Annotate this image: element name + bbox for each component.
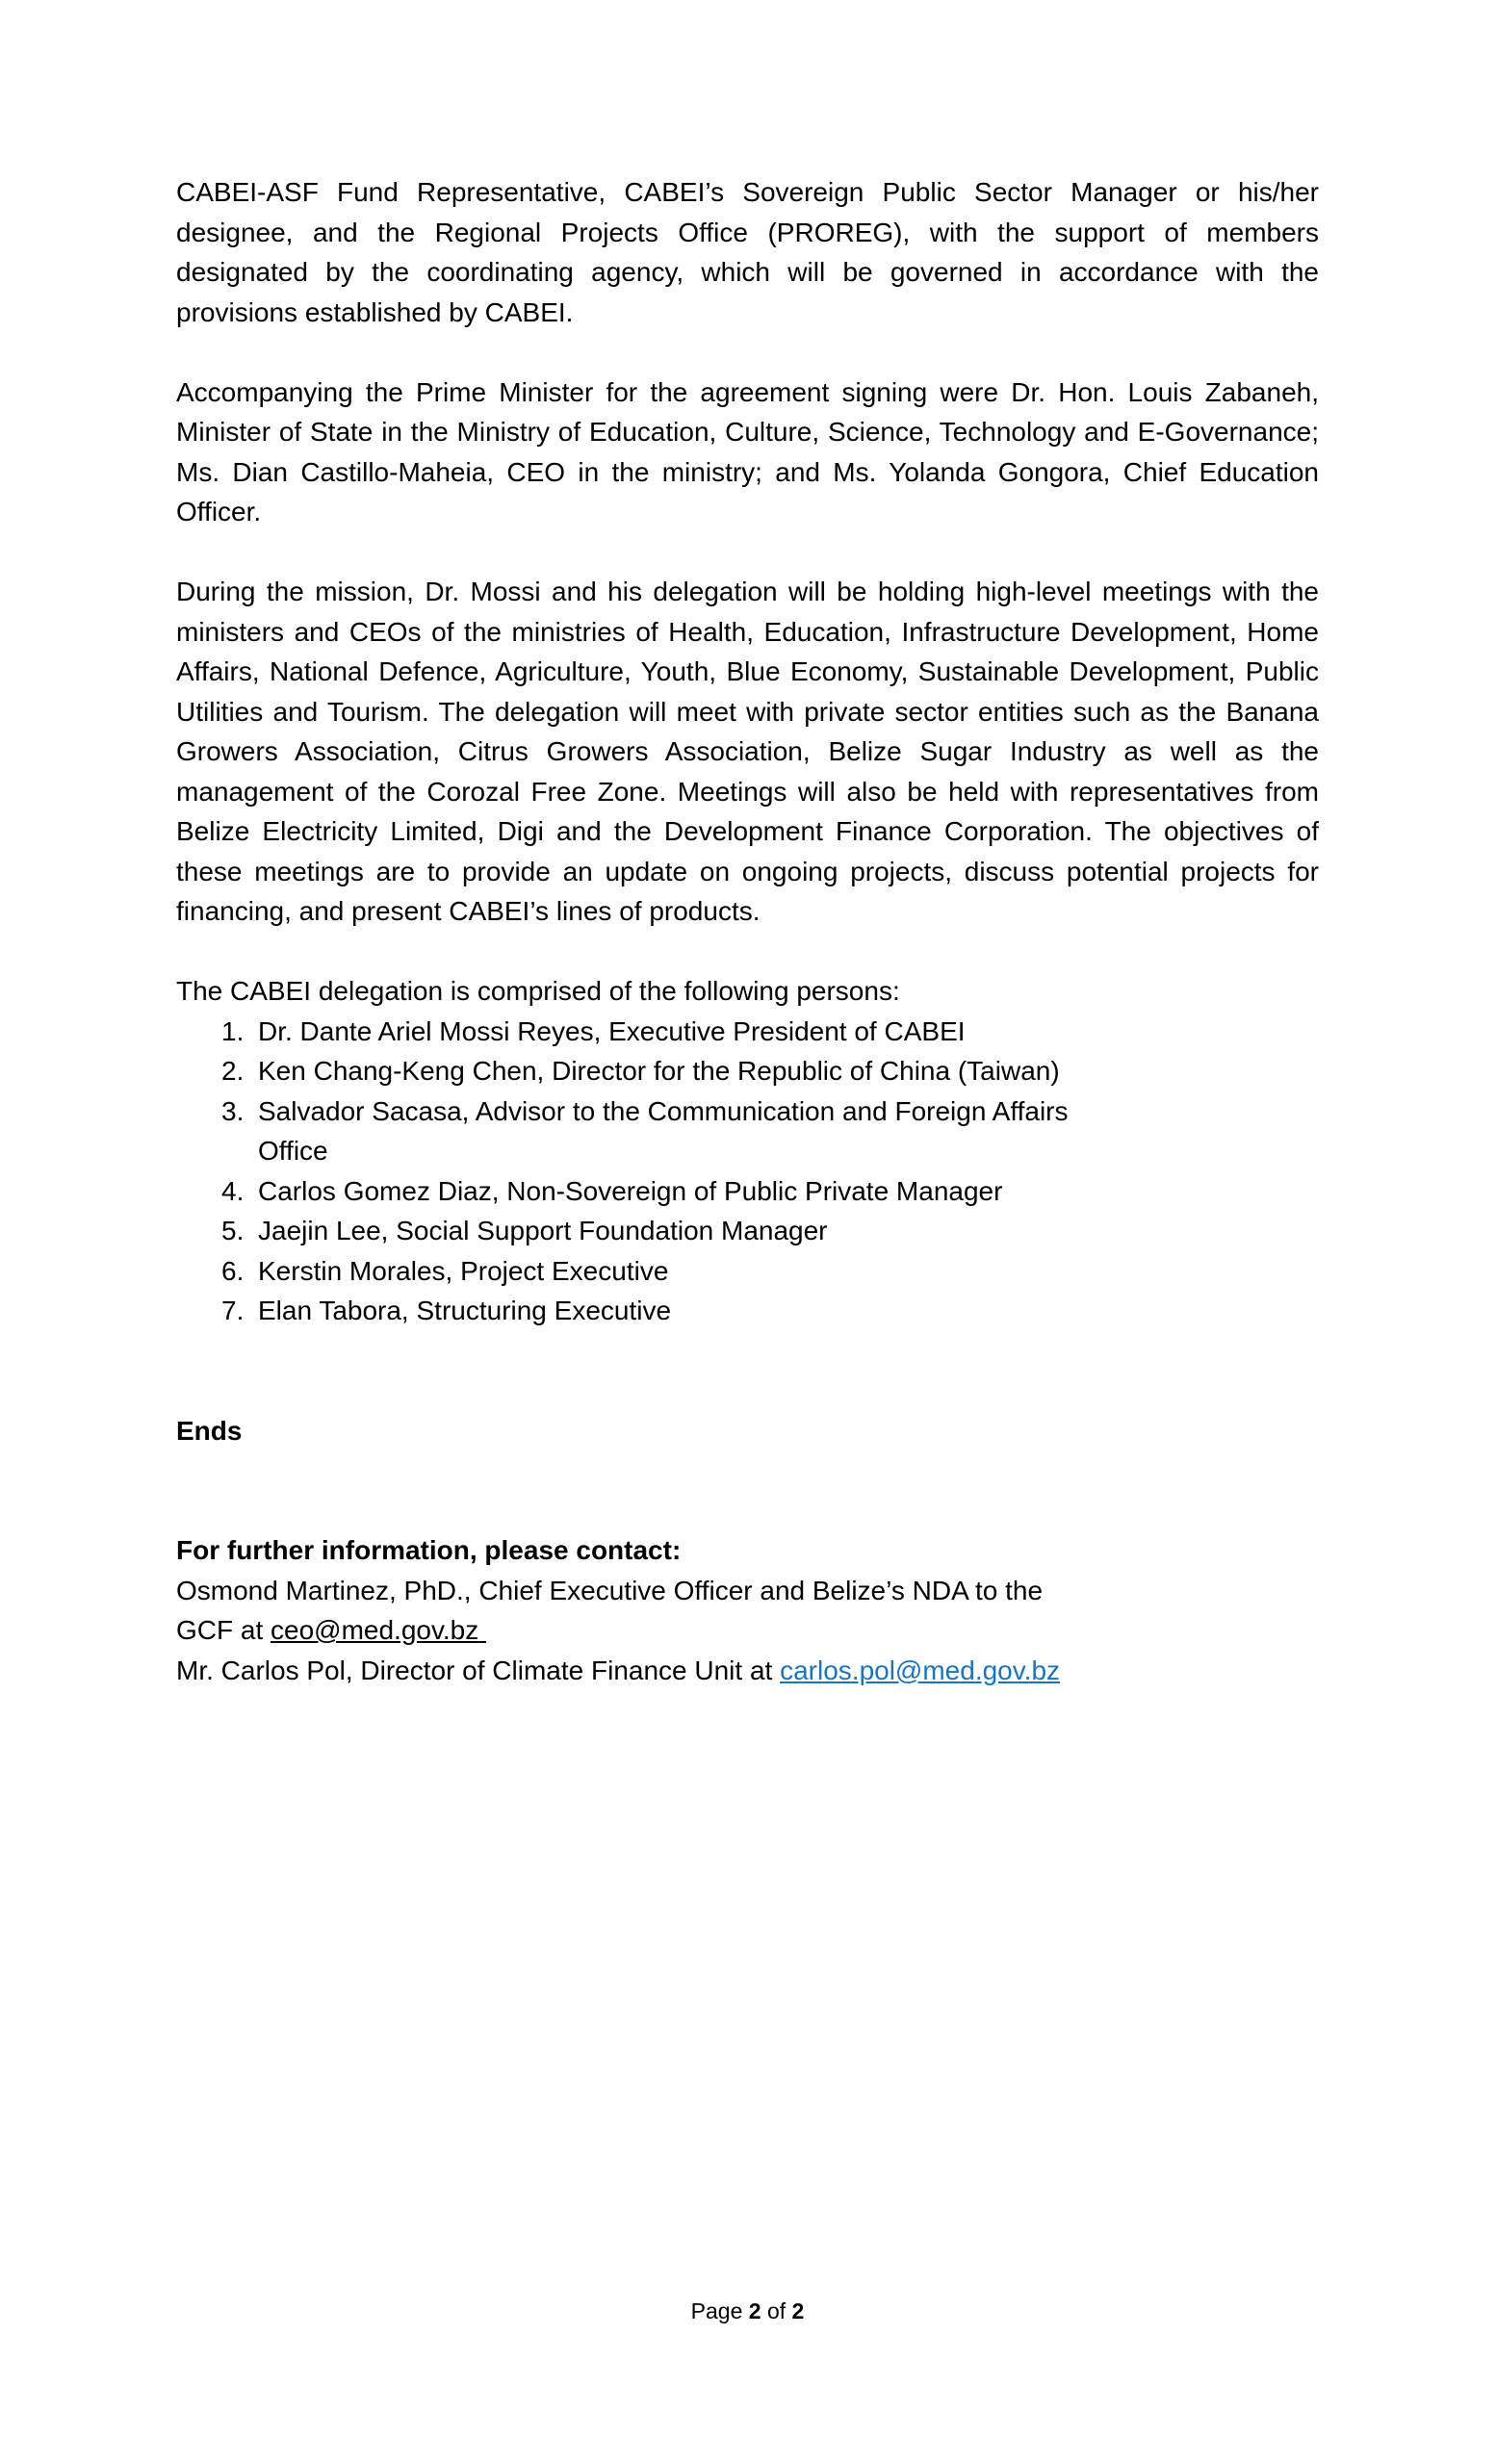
contact-section xyxy=(176,1530,1319,1690)
contact-line-carlos: Mr. Carlos Pol, Director of Climate Finance Unit at carlos.pol@med.gov.bz xyxy=(176,1655,1061,1685)
list-item-text-wrap: Office xyxy=(258,1136,328,1166)
ends-label: Ends xyxy=(176,1415,243,1446)
page-number-footer xyxy=(176,2297,1319,2325)
list-item-text: Jaejin Lee, Social Support Foundation Manager xyxy=(258,1216,828,1245)
delegation-list-item xyxy=(176,1211,1319,1251)
list-number: 1. xyxy=(221,1015,245,1046)
delegation-list-item xyxy=(176,1291,1319,1331)
paragraph-accompanying-pm: Accompanying the Prime Minister for the agreement signing were Dr. Hon. Louis Zabaneh, Minister of State in the Ministry of Education, Culture, Science, Technology and E-Governance; Ms. Dian Castillo-Maheia, CEO in the ministry; and Ms. Yolanda Gongora, Chief Education Officer. xyxy=(176,376,1319,526)
list-number: 6. xyxy=(221,1255,245,1286)
contact-line-gcf: GCF at ceo@med.gov.bz xyxy=(176,1610,1319,1651)
footer-page-number: 2 xyxy=(748,2298,761,2323)
email-link-carlos-pol[interactable]: carlos.pol@med.gov.bz xyxy=(780,1655,1061,1685)
paragraph-spacer xyxy=(176,332,1319,372)
list-item-text: Carlos Gomez Diaz, Non-Sovereign of Public Private Manager xyxy=(258,1175,1003,1206)
list-item-text: Salvador Sacasa, Advisor to the Communication and Foreign Affairs xyxy=(258,1095,1069,1126)
delegation-list-item xyxy=(176,1171,1319,1212)
delegation-list-item xyxy=(176,1051,1319,1091)
paragraph-mission-meetings: During the mission, Dr. Mossi and his delegation will be holding high-level meetings with the ministers and CEOs of the ministries of Health, Education, Infrastructure Development, Home Affairs, National Defence, Agriculture, Youth, Blue Economy, Sustainable Development, Public Utilities and Tourism. The delegation will meet with private sector entities such as the Banana Growers Association, Citrus Growers Association, Belize Sugar Industry as well as the management of the Corozal Free Zone. Meetings will also be held with representatives from Belize Electricity Limited, Digi and the Development Finance Corporation. The objectives of these meetings are to provide an update on ongoing projects, discuss potential projects for financing, and present CABEI’s lines of products. xyxy=(176,577,1319,926)
delegation-list xyxy=(176,1012,1319,1331)
list-item-text: Elan Tabora, Structuring Executive xyxy=(258,1296,672,1325)
list-number: 7. xyxy=(221,1296,245,1325)
delegation-list-item xyxy=(176,1091,1319,1171)
contact-heading: For further information, please contact: xyxy=(176,1535,682,1565)
paragraph-cabei-asf-fund: CABEI-ASF Fund Representative, CABEI’s Sovereign Public Sector Manager or his/her designee, and the Regional Projects Office (PROREG), with the support of members designated by the coordinating agency, which will be governed in accordance with the provisions established by CABEI. xyxy=(176,177,1319,327)
delegation-intro: The CABEI delegation is comprised of the following persons: xyxy=(176,976,900,1006)
contact-line-osmond: Osmond Martinez, PhD., Chief Executive Officer and Belize’s NDA to the xyxy=(176,1575,1044,1605)
email-link-ceo[interactable]: ceo@med.gov.bz xyxy=(271,1615,479,1645)
footer-text: Page xyxy=(690,2298,749,2323)
list-number: 5. xyxy=(221,1216,245,1245)
list-item-text: Ken Chang-Keng Chen, Director for the Republic of China (Taiwan) xyxy=(258,1056,1060,1086)
list-item-text: Dr. Dante Ariel Mossi Reyes, Executive President of CABEI xyxy=(258,1015,966,1046)
paragraph-spacer xyxy=(176,932,1319,972)
footer-text: of xyxy=(761,2298,792,2323)
list-item-text: Kerstin Morales, Project Executive xyxy=(258,1255,669,1286)
delegation-list-item xyxy=(176,1251,1319,1292)
delegation-list-item xyxy=(176,1012,1319,1052)
document-body xyxy=(176,172,1319,1690)
section-spacer xyxy=(176,1450,1319,1530)
paragraph-spacer xyxy=(176,532,1319,573)
section-spacer xyxy=(176,1331,1319,1411)
list-number: 3. xyxy=(221,1095,245,1126)
list-number: 2. xyxy=(221,1056,245,1086)
footer-page-count: 2 xyxy=(791,2298,805,2323)
list-number: 4. xyxy=(221,1175,245,1206)
